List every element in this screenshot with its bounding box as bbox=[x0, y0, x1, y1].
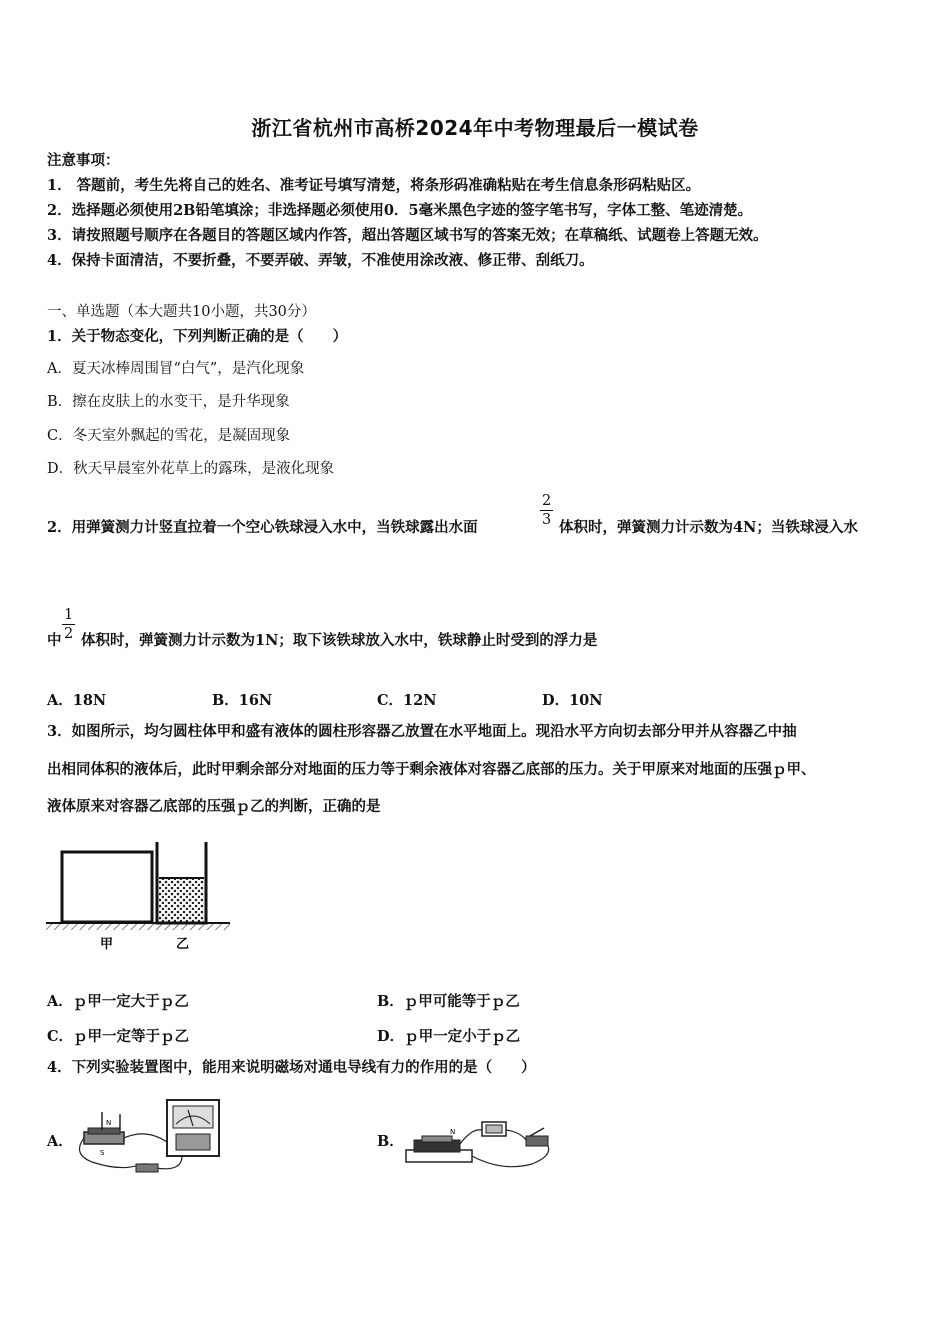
question-3-line-2: 出相同体积的液体后，此时甲剩余部分对地面的压力等于剩余液体对容器乙底部的压力。关于甲原来对地面的压强ｐ甲、 bbox=[47, 761, 816, 778]
svg-text:N: N bbox=[106, 1119, 112, 1127]
question-2-option-d: D．10N bbox=[542, 692, 603, 709]
svg-text:N: N bbox=[450, 1128, 456, 1136]
question-3-option-c: C．ｐ甲一定等于ｐ乙 bbox=[47, 1028, 190, 1045]
notice-item: 4．保持卡面清洁，不要折叠，不要弄破、弄皱，不准使用涂改液、修正带、刮纸刀。 bbox=[47, 252, 594, 269]
question-3-line-3: 液体原来对容器乙底部的压强ｐ乙的判断，正确的是 bbox=[47, 798, 381, 815]
fraction-two-thirds bbox=[540, 492, 553, 529]
question-3-option-b: B．ｐ甲可能等于ｐ乙 bbox=[377, 993, 520, 1010]
question-3-option-a: A．ｐ甲一定大于ｐ乙 bbox=[47, 993, 189, 1010]
fraction-numerator: 1 bbox=[64, 607, 74, 623]
question-2-stem-b: 体积时，弹簧测力计示数为4N；当铁球浸入水 bbox=[559, 519, 858, 536]
label-yi: 乙 bbox=[176, 937, 190, 952]
page-title: 浙江省杭州市高桥2024年中考物理最后一模试卷 bbox=[251, 116, 699, 140]
question-4-figure-b bbox=[402, 1110, 560, 1182]
notice-heading: 注意事项： bbox=[47, 152, 120, 169]
switch-icon bbox=[526, 1136, 548, 1146]
question-2-stem-d: 体积时，弹簧测力计示数为1N；取下该铁球放入水中，铁球静止时受到的浮力是 bbox=[81, 632, 598, 649]
question-1-option-b: B．擦在皮肤上的水变干，是升华现象 bbox=[47, 394, 290, 410]
question-2-stem-c: 中 bbox=[47, 632, 62, 649]
label-jia: 甲 bbox=[100, 937, 114, 952]
question-2-option-c: C．12N bbox=[377, 692, 437, 709]
question-3-figure bbox=[44, 838, 234, 956]
notice-item: 3．请按照题号顺序在各题目的答题区域内作答，超出答题区域书写的答案无效；在草稿纸、试题卷上答题无效。 bbox=[47, 227, 768, 244]
question-4-figure-a bbox=[72, 1092, 228, 1182]
ground-hatch bbox=[46, 924, 230, 930]
fraction-one-half bbox=[62, 606, 75, 643]
question-1-stem: 1．关于物态变化，下列判断正确的是（ ） bbox=[47, 328, 348, 345]
switch-icon bbox=[136, 1164, 158, 1172]
question-2-option-b: B．16N bbox=[212, 692, 273, 709]
question-3-option-d: D．ｐ甲一定小于ｐ乙 bbox=[377, 1028, 521, 1045]
container-yi-liquid bbox=[159, 878, 204, 922]
question-2-option-a: A．18N bbox=[47, 692, 107, 709]
question-3-line-1: 3．如图所示，均匀圆柱体甲和盛有液体的圆柱形容器乙放置在水平地面上。现沿水平方向切去部分甲并从容器乙中抽 bbox=[47, 723, 797, 740]
notice-item: 2．选择题必须使用2B铅笔填涂；非选择题必须使用0．5毫米黑色字迹的签字笔书写，字体工整、笔迹清楚。 bbox=[47, 202, 753, 219]
question-4-option-b-label: B． bbox=[377, 1133, 404, 1150]
question-4-option-a-label: A． bbox=[47, 1133, 73, 1150]
question-1-option-d: D．秋天早晨室外花草上的露珠，是液化现象 bbox=[47, 461, 335, 477]
cylinder-jia bbox=[62, 852, 152, 922]
question-2-stem-a: 2．用弹簧测力计竖直拉着一个空心铁球浸入水中，当铁球露出水面 bbox=[47, 519, 478, 536]
question-1-option-c: C．冬天室外飘起的雪花，是凝固现象 bbox=[47, 428, 291, 444]
notice-item: 1． 答题前，考生先将自己的姓名、准考证号填写清楚，将条形码准确粘贴在考生信息条形码粘贴区。 bbox=[47, 177, 701, 194]
question-4-stem: 4．下列实验装置图中，能用来说明磁场对通电导线有力的作用的是（ ） bbox=[47, 1059, 536, 1076]
fraction-numerator: 2 bbox=[542, 493, 552, 509]
svg-text:S: S bbox=[100, 1149, 105, 1157]
fraction-denominator: 3 bbox=[542, 512, 552, 528]
question-1-option-a: A．夏天冰棒周围冒“白气”，是汽化现象 bbox=[47, 361, 305, 377]
fraction-denominator: 2 bbox=[64, 626, 74, 642]
section-heading: 一、单选题（本大题共10小题，共30分） bbox=[47, 304, 316, 320]
